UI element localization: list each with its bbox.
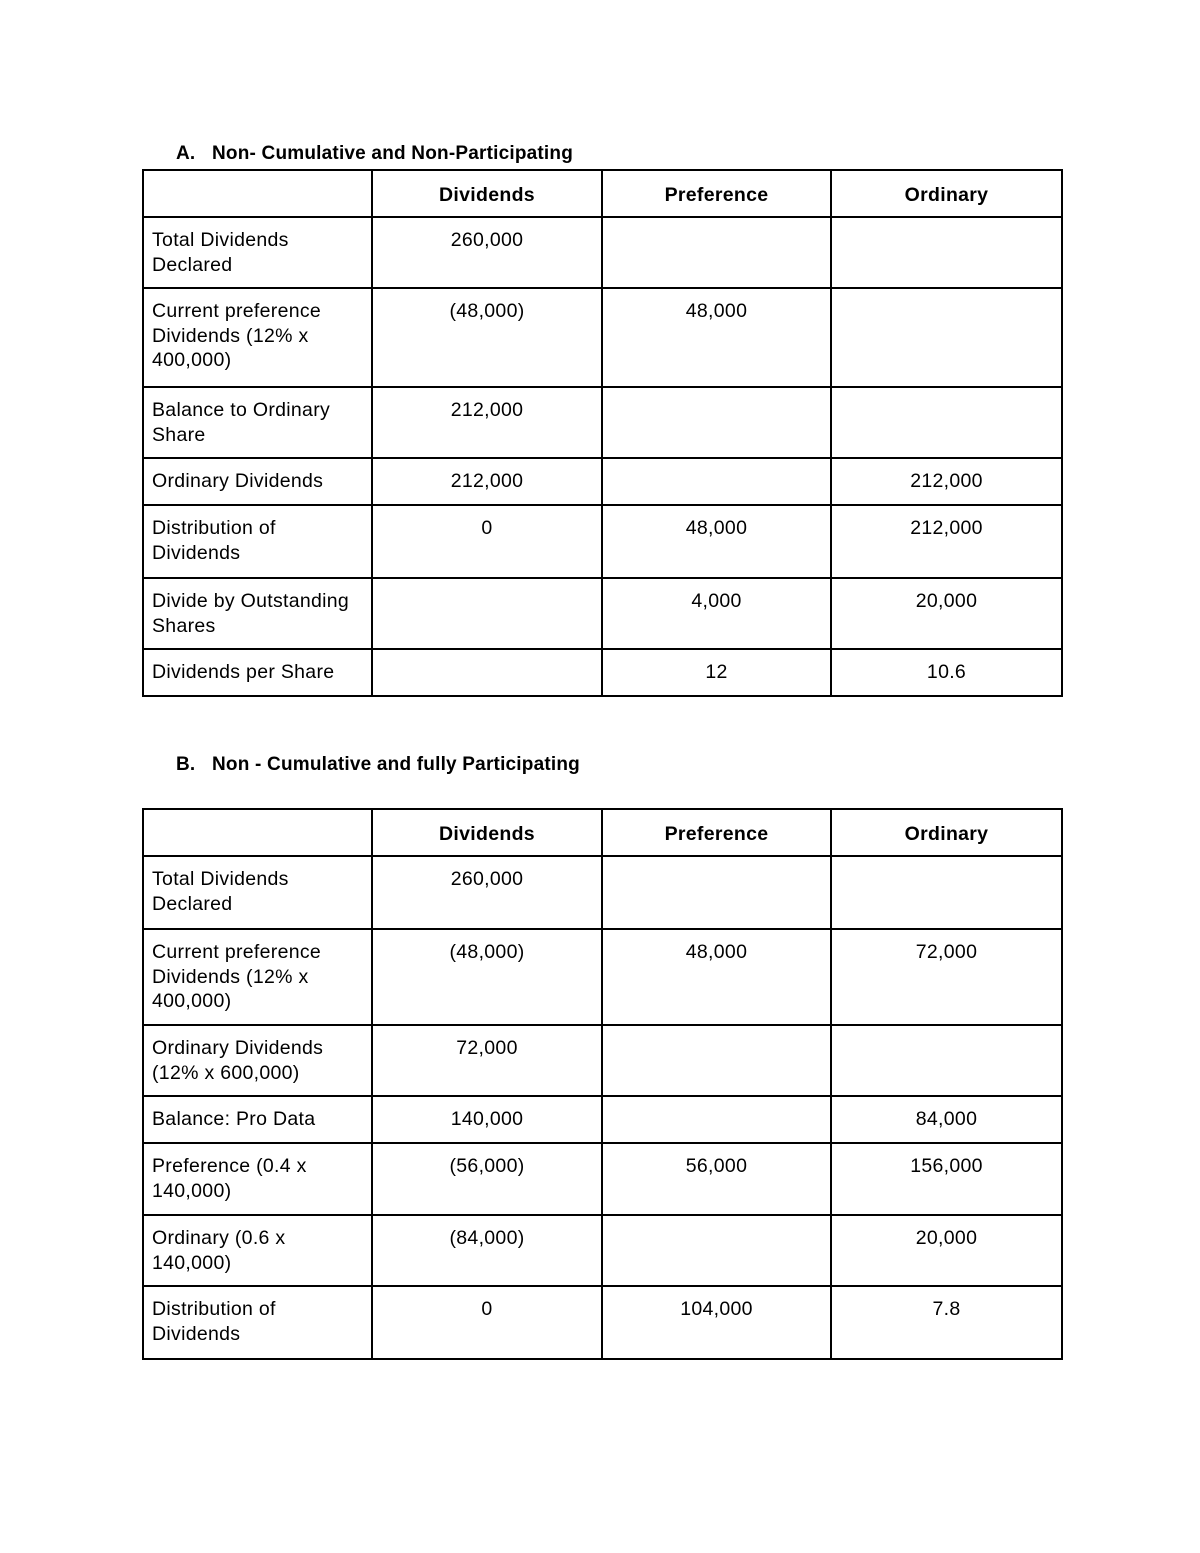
cell-dividends: (56,000) bbox=[372, 1143, 602, 1215]
table-row bbox=[143, 387, 1062, 458]
header-empty bbox=[143, 809, 372, 856]
section-a-letter: A. bbox=[176, 143, 196, 164]
table-row bbox=[143, 1286, 1062, 1359]
section-b-title-text: Non - Cumulative and fully Participating bbox=[212, 754, 580, 775]
cell-preference: 4,000 bbox=[602, 578, 831, 649]
row-label: Distribution of Dividends bbox=[143, 505, 372, 578]
cell-ordinary: 20,000 bbox=[831, 1215, 1062, 1286]
table-row bbox=[143, 458, 1062, 505]
cell-ordinary: 212,000 bbox=[831, 458, 1062, 505]
cell-preference: 104,000 bbox=[602, 1286, 831, 1359]
table-row bbox=[143, 1025, 1062, 1096]
cell-dividends: 140,000 bbox=[372, 1096, 602, 1143]
row-label: Ordinary Dividends (12% x 600,000) bbox=[143, 1025, 372, 1096]
table-row bbox=[143, 856, 1062, 929]
section-a-title bbox=[176, 143, 573, 165]
cell-dividends: 0 bbox=[372, 1286, 602, 1359]
table-row bbox=[143, 505, 1062, 578]
cell-dividends: (48,000) bbox=[372, 929, 602, 1025]
header-preference: Preference bbox=[602, 809, 831, 856]
cell-ordinary: 10.6 bbox=[831, 649, 1062, 696]
cell-preference bbox=[602, 1025, 831, 1096]
cell-preference bbox=[602, 856, 831, 929]
cell-ordinary: 212,000 bbox=[831, 505, 1062, 578]
row-label: Preference (0.4 x 140,000) bbox=[143, 1143, 372, 1215]
table-row bbox=[143, 217, 1062, 288]
table-row bbox=[143, 929, 1062, 1025]
section-a-title-text: Non- Cumulative and Non-Participating bbox=[212, 143, 574, 164]
row-label: Total Dividends Declared bbox=[143, 856, 372, 929]
cell-ordinary bbox=[831, 1025, 1062, 1096]
header-dividends: Dividends bbox=[372, 170, 602, 217]
header-preference: Preference bbox=[602, 170, 831, 217]
table-row bbox=[143, 288, 1062, 387]
cell-preference bbox=[602, 458, 831, 505]
cell-preference: 48,000 bbox=[602, 929, 831, 1025]
cell-dividends: (84,000) bbox=[372, 1215, 602, 1286]
cell-dividends: 260,000 bbox=[372, 856, 602, 929]
row-label: Distribution of Dividends bbox=[143, 1286, 372, 1359]
cell-preference: 12 bbox=[602, 649, 831, 696]
cell-preference bbox=[602, 1215, 831, 1286]
row-label: Dividends per Share bbox=[143, 649, 372, 696]
row-label: Total Dividends Declared bbox=[143, 217, 372, 288]
section-b-title bbox=[176, 754, 580, 776]
cell-preference: 56,000 bbox=[602, 1143, 831, 1215]
cell-dividends bbox=[372, 578, 602, 649]
row-label: Divide by Outstanding Shares bbox=[143, 578, 372, 649]
table-row bbox=[143, 649, 1062, 696]
cell-dividends: 260,000 bbox=[372, 217, 602, 288]
row-label: Ordinary Dividends bbox=[143, 458, 372, 505]
section-b-letter: B. bbox=[176, 754, 196, 775]
row-label: Current preference Dividends (12% x 400,000) bbox=[143, 288, 372, 387]
cell-dividends: (48,000) bbox=[372, 288, 602, 387]
cell-ordinary: 20,000 bbox=[831, 578, 1062, 649]
table-header-row bbox=[143, 809, 1062, 856]
section-a-table bbox=[142, 169, 1063, 697]
row-label: Ordinary (0.6 x 140,000) bbox=[143, 1215, 372, 1286]
cell-ordinary: 72,000 bbox=[831, 929, 1062, 1025]
cell-dividends bbox=[372, 649, 602, 696]
cell-preference: 48,000 bbox=[602, 288, 831, 387]
cell-preference bbox=[602, 217, 831, 288]
row-label: Current preference Dividends (12% x 400,000) bbox=[143, 929, 372, 1025]
cell-ordinary bbox=[831, 387, 1062, 458]
cell-dividends: 0 bbox=[372, 505, 602, 578]
cell-ordinary: 156,000 bbox=[831, 1143, 1062, 1215]
header-ordinary: Ordinary bbox=[831, 809, 1062, 856]
header-ordinary: Ordinary bbox=[831, 170, 1062, 217]
cell-preference bbox=[602, 1096, 831, 1143]
cell-ordinary bbox=[831, 217, 1062, 288]
table-row bbox=[143, 1143, 1062, 1215]
cell-preference bbox=[602, 387, 831, 458]
table-row bbox=[143, 578, 1062, 649]
section-b-table bbox=[142, 808, 1063, 1360]
cell-dividends: 72,000 bbox=[372, 1025, 602, 1096]
header-dividends: Dividends bbox=[372, 809, 602, 856]
cell-ordinary bbox=[831, 856, 1062, 929]
table-header-row bbox=[143, 170, 1062, 217]
header-empty bbox=[143, 170, 372, 217]
row-label: Balance: Pro Data bbox=[143, 1096, 372, 1143]
cell-dividends: 212,000 bbox=[372, 458, 602, 505]
cell-preference: 48,000 bbox=[602, 505, 831, 578]
table-row bbox=[143, 1215, 1062, 1286]
table-row bbox=[143, 1096, 1062, 1143]
cell-ordinary: 84,000 bbox=[831, 1096, 1062, 1143]
cell-dividends: 212,000 bbox=[372, 387, 602, 458]
cell-ordinary: 7.8 bbox=[831, 1286, 1062, 1359]
row-label: Balance to Ordinary Share bbox=[143, 387, 372, 458]
cell-ordinary bbox=[831, 288, 1062, 387]
